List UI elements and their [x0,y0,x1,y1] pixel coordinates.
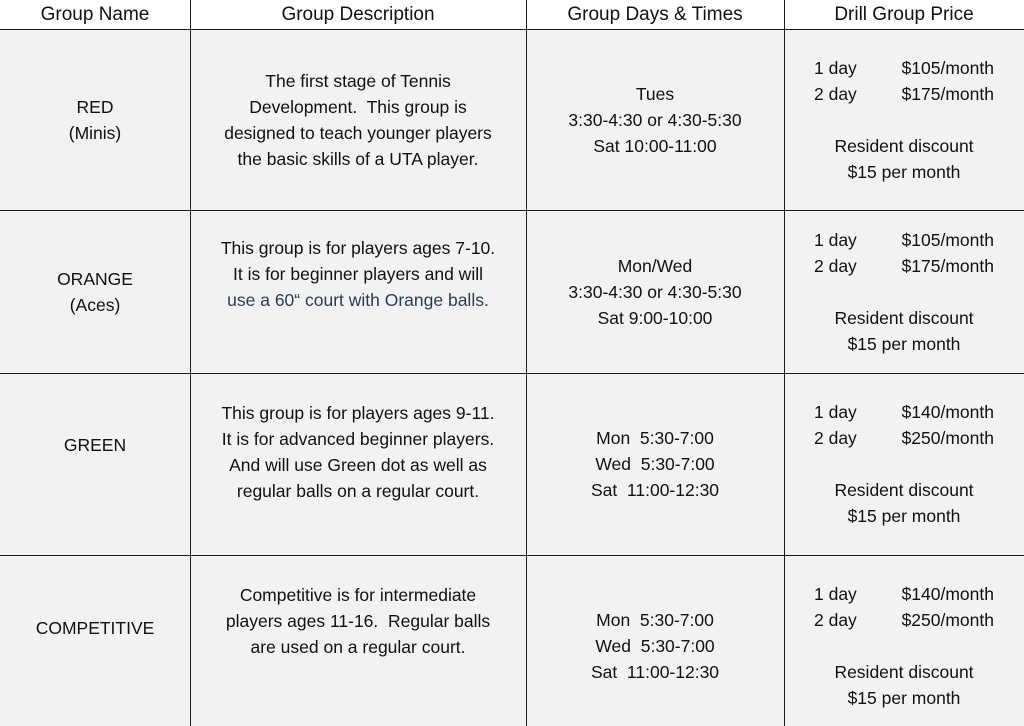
table-row-red-times [526,29,784,210]
table-row-orange-times [526,210,784,373]
price-days: 2 day [814,255,857,276]
table-row-red-name [0,29,190,210]
discount-line: Resident discount [834,480,974,500]
price-line [814,55,994,81]
price-amount: $250/month [901,610,994,630]
header-drill-group-price-text: Drill Group Price [834,3,974,25]
description-line: are used on a regular court. [250,637,466,657]
discount-line: $15 per month [847,161,961,182]
price-amount: $105/month [901,57,994,78]
discount-line: Resident discount [834,135,974,156]
table-row-green-price [784,373,1024,555]
table-row-orange-price [784,210,1024,373]
description-line: This group is for players ages 9-11. [221,403,495,423]
table-row-competitive-name [0,555,190,726]
description-line: players ages 11-16. Regular balls [225,611,491,631]
header-group-days-times [526,0,784,29]
price-amount: $140/month [901,402,994,422]
times-line: Sat 11:00-12:30 [590,480,720,500]
group-name-line: RED [76,96,114,117]
price-amount: $105/month [901,229,994,250]
price-days: 1 day [814,402,857,422]
price-line [814,581,994,607]
description-line: Competitive is for intermediate [239,585,477,605]
description-line: And will use Green dot as well as [229,455,487,475]
times-line: Mon 5:30-7:00 [596,428,714,448]
table-row-orange-description [190,210,526,373]
column-divider [190,0,191,726]
header-drill-group-price [784,0,1024,29]
table-row-green-description [190,373,526,555]
price-amount: $250/month [901,428,994,448]
group-name-line: GREEN [63,435,127,455]
description-line: designed to teach younger players [224,122,492,143]
price-line [814,81,994,107]
times-line: Wed 5:30-7:00 [595,636,715,656]
price-days: 1 day [814,229,857,250]
price-line [814,425,994,451]
description-line: This group is for players ages 7-10. [220,238,496,258]
price-line [814,253,994,279]
times-line: 3:30-4:30 or 4:30-5:30 [568,109,742,130]
times-line: Sat 9:00-10:00 [597,307,713,328]
table-row-orange-name [0,210,190,373]
times-line: Wed 5:30-7:00 [595,454,715,474]
table-row-competitive-times [526,555,784,726]
times-line: Sat 10:00-11:00 [593,135,717,156]
discount-line: $15 per month [847,333,961,354]
column-divider [784,0,785,726]
table-row-green-name [0,373,190,555]
group-name-line: ORANGE [57,268,133,289]
description-line: It is for beginner players and will [233,264,483,284]
price-line [814,227,994,253]
group-name-line: COMPETITIVE [35,618,155,638]
discount-line: Resident discount [834,662,974,682]
description-line: use a 60“ court with Orange balls. [227,290,489,310]
discount-line: $15 per month [847,506,961,526]
table-row-competitive-description [190,555,526,726]
times-line: Mon/Wed [617,255,693,276]
description-line: regular balls on a regular court. [236,481,480,501]
times-line: Sat 11:00-12:30 [590,662,720,682]
times-line: Tues [635,83,675,104]
price-amount: $175/month [901,255,994,276]
description-line: Development. This group is [249,96,467,117]
price-days: 2 day [814,83,857,104]
times-line: 3:30-4:30 or 4:30-5:30 [568,281,742,302]
group-name-line: (Minis) [68,122,122,143]
description-line: the basic skills of a UTA player. [237,148,479,169]
discount-line: Resident discount [834,307,974,328]
header-group-days-times-text: Group Days & Times [567,3,743,25]
times-line: Mon 5:30-7:00 [596,610,714,630]
description-line: The first stage of Tennis [265,70,451,91]
header-group-name [0,0,190,29]
price-line [814,607,994,633]
header-group-description [190,0,526,29]
price-days: 2 day [814,428,857,448]
row-divider [0,29,1024,30]
row-divider [0,555,1024,556]
group-name-line: (Aces) [69,294,121,315]
price-amount: $140/month [901,584,994,604]
header-group-name-text: Group Name [40,3,150,25]
price-days: 2 day [814,610,857,630]
price-line [814,399,994,425]
row-divider [0,373,1024,374]
table-row-green-times [526,373,784,555]
price-days: 1 day [814,584,857,604]
table-row-red-description [190,29,526,210]
header-group-description-text: Group Description [281,3,435,25]
table-row-competitive-price [784,555,1024,726]
price-days: 1 day [814,57,857,78]
description-line: It is for advanced beginner players. [221,429,495,449]
table-row-red-price [784,29,1024,210]
row-divider [0,210,1024,211]
discount-line: $15 per month [847,688,961,708]
column-divider [526,0,527,726]
price-amount: $175/month [901,83,994,104]
